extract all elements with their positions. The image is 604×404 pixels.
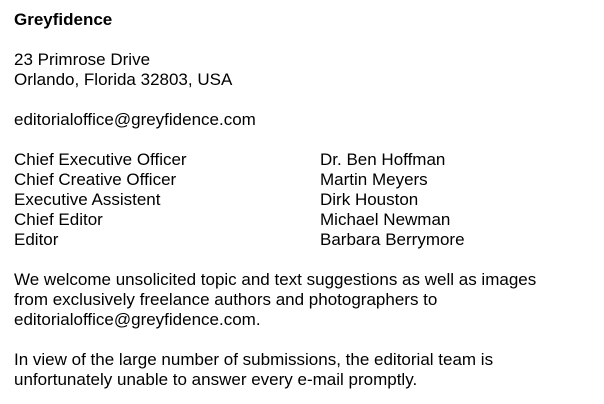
staff-row bbox=[14, 150, 590, 170]
paragraph-line: We welcome unsolicited topic and text suggestions as well as images bbox=[14, 270, 537, 289]
staff-role: Editor bbox=[14, 230, 59, 249]
staff-row bbox=[14, 210, 590, 230]
staff-name: Martin Meyers bbox=[320, 170, 428, 189]
staff-role: Chief Creative Officer bbox=[14, 170, 177, 189]
address-street: 23 Primrose Drive bbox=[14, 50, 151, 69]
staff-name: Michael Newman bbox=[320, 210, 451, 229]
staff-row bbox=[14, 230, 590, 250]
paragraph-line: unfortunately unable to answer every e-mail promptly. bbox=[14, 370, 418, 389]
staff-name: Dr. Ben Hoffman bbox=[320, 150, 446, 169]
staff-role: Chief Editor bbox=[14, 210, 103, 229]
staff-role: Executive Assistent bbox=[14, 190, 161, 209]
staff-role: Chief Executive Officer bbox=[14, 150, 187, 169]
staff-name: Dirk Houston bbox=[320, 190, 419, 209]
staff-list bbox=[14, 150, 590, 250]
company-name: Greyfidence bbox=[14, 10, 113, 29]
address-block bbox=[14, 50, 590, 90]
staff-row bbox=[14, 190, 590, 210]
paragraph-line: editorialoffice@greyfidence.com. bbox=[14, 310, 261, 329]
contact-email: editorialoffice@greyfidence.com bbox=[14, 110, 256, 129]
contact-email-block bbox=[14, 110, 590, 130]
paragraph-line: from exclusively freelance authors and photographers to bbox=[14, 290, 438, 309]
staff-name: Barbara Berrymore bbox=[320, 230, 465, 249]
address-city-line: Orlando, Florida 32803, USA bbox=[14, 70, 233, 89]
staff-row bbox=[14, 170, 590, 190]
response-notice-paragraph bbox=[14, 350, 594, 390]
submissions-paragraph bbox=[14, 270, 594, 330]
paragraph-line: In view of the large number of submissions, the editorial team is bbox=[14, 350, 494, 369]
